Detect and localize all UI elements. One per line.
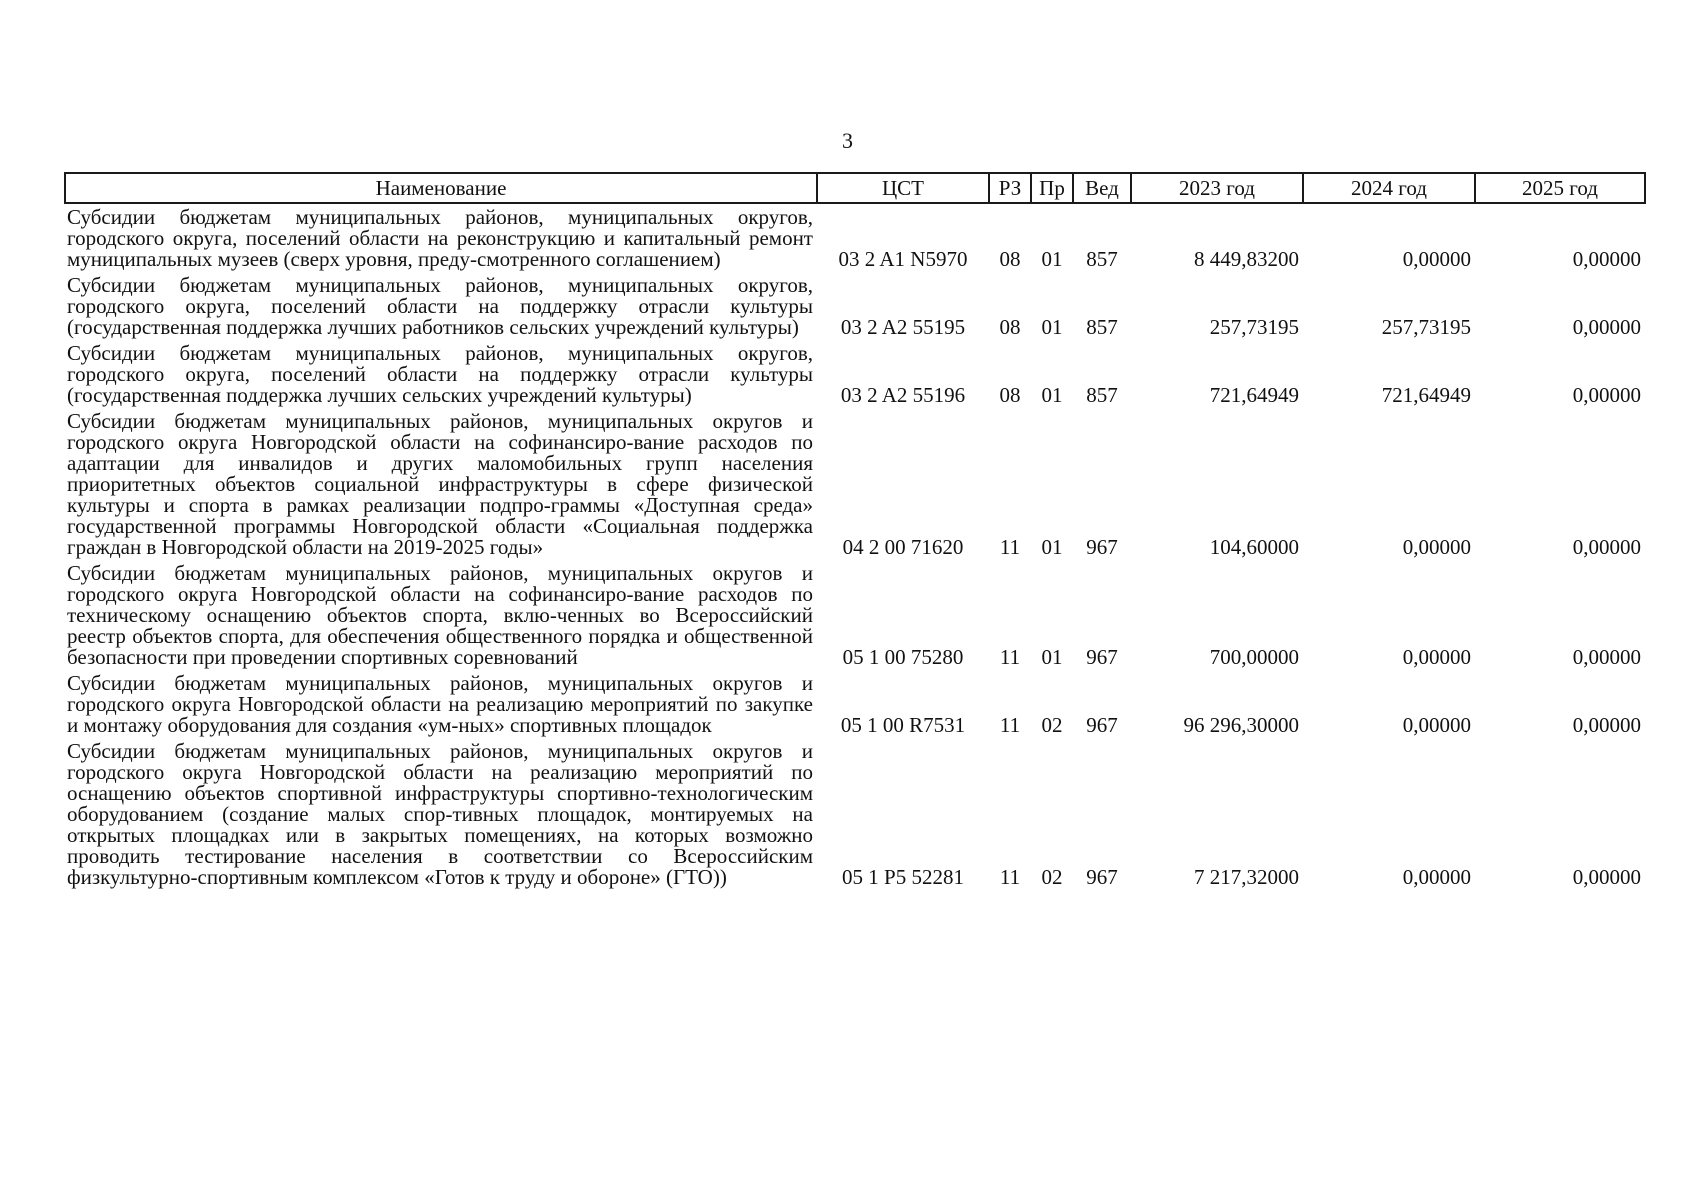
row-2025: 0,00000 — [1572, 247, 1641, 271]
row-2024: 0,00000 — [1402, 865, 1471, 889]
row-pr: 02 — [1041, 713, 1063, 737]
row-ved: 967 — [1086, 713, 1118, 737]
row-2025: 0,00000 — [1572, 383, 1641, 407]
row-2023: 257,73195 — [1209, 315, 1299, 339]
row-cst: 05 1 00 75280 — [842, 645, 964, 669]
row-pr: 01 — [1041, 315, 1063, 339]
row-2025: 0,00000 — [1572, 315, 1641, 339]
row-2024: 721,64949 — [1381, 383, 1471, 407]
header-2024: 2024 год — [1303, 173, 1475, 203]
row-2023: 96 296,30000 — [1183, 713, 1299, 737]
table-row — [65, 408, 1645, 560]
table-row — [65, 272, 1645, 340]
table-row — [65, 560, 1645, 670]
row-rz: 11 — [999, 645, 1021, 669]
row-ved: 967 — [1086, 535, 1118, 559]
row-name: Субсидии бюджетам муниципальных районов, муниципальных округов и городского округа Новгородской области на софинансиро-вание расходов по техническому оснащению объектов спорта, вклю-ченных во Всероссийский реестр объектов спорта, для обеспечения общественного порядка и общественной безопасности при проведении спортивных соревнований — [67, 561, 813, 669]
row-rz: 08 — [999, 315, 1021, 339]
row-2024: 257,73195 — [1381, 315, 1471, 339]
row-rz: 11 — [999, 535, 1021, 559]
header-cst: ЦСТ — [817, 173, 989, 203]
row-2023: 8 449,83200 — [1194, 247, 1299, 271]
row-2025: 0,00000 — [1572, 865, 1641, 889]
row-2024: 0,00000 — [1402, 535, 1471, 559]
row-name: Субсидии бюджетам муниципальных районов, муниципальных округов и городского округа Новгородской области на софинансиро-вание расходов по адаптации для инвалидов и других маломобильных групп населения приоритетных объектов социальной инфраструктуры в сфере физической культуры и спорта в рамках реализации подпро-граммы «Доступная среда» государственной программы Новгородской области «Социальная поддержка граждан в Новгородской области на 2019-2025 годы» — [67, 409, 813, 559]
row-rz: 08 — [999, 383, 1021, 407]
row-pr: 01 — [1041, 383, 1063, 407]
header-rz: РЗ — [989, 173, 1031, 203]
row-2023: 7 217,32000 — [1194, 865, 1299, 889]
row-2023: 104,60000 — [1209, 535, 1299, 559]
header-2023: 2023 год — [1131, 173, 1303, 203]
row-2023: 700,00000 — [1209, 645, 1299, 669]
table-row — [65, 738, 1645, 890]
header-2025: 2025 год — [1475, 173, 1645, 203]
row-name: Субсидии бюджетам муниципальных районов, муниципальных округов, городского округа, поселений области на поддержку отрасли культуры (государственная поддержка лучших работников сельских учреждений культуры) — [67, 273, 813, 339]
row-name: Субсидии бюджетам муниципальных районов, муниципальных округов и городского округа Новгородской области на реализацию мероприятий по оснащению объектов спортивной инфраструктуры спортивно-технологическим оборудованием (создание малых спор-тивных площадок, монтируемых на открытых площадках или в закрытых помещениях, на которых возможно проводить тестирование населения в соответствии со Всероссийским физкультурно-спортивным комплексом «Готов к труду и обороне» (ГТО)) — [67, 739, 813, 889]
row-cst: 04 2 00 71620 — [842, 535, 964, 559]
row-2025: 0,00000 — [1572, 713, 1641, 737]
budget-table — [64, 172, 1646, 890]
header-ved: Вед — [1073, 173, 1131, 203]
row-2024: 0,00000 — [1402, 247, 1471, 271]
row-cst: 03 2 A2 55195 — [840, 315, 966, 339]
row-rz: 08 — [999, 247, 1021, 271]
header-name: Наименование — [65, 173, 817, 203]
row-2025: 0,00000 — [1572, 535, 1641, 559]
row-cst: 05 1 00 R7531 — [840, 713, 966, 737]
table-row — [65, 340, 1645, 408]
row-ved: 967 — [1086, 865, 1118, 889]
row-pr: 01 — [1041, 247, 1063, 271]
row-pr: 01 — [1041, 645, 1063, 669]
row-cst: 03 2 A1 N5970 — [838, 247, 968, 271]
row-2024: 0,00000 — [1402, 713, 1471, 737]
row-rz: 11 — [999, 865, 1021, 889]
row-name: Субсидии бюджетам муниципальных районов, муниципальных округов и городского округа Новгородской области на реализацию мероприятий по закупке и монтажу оборудования для создания «ум-ных» спортивных площадок — [67, 671, 813, 737]
row-ved: 857 — [1086, 383, 1118, 407]
row-cst: 03 2 A2 55196 — [840, 383, 966, 407]
row-name: Субсидии бюджетам муниципальных районов, муниципальных округов, городского округа, поселений области на реконструкцию и капитальный ремонт муниципальных музеев (сверх уровня, преду-смотренного соглашением) — [67, 205, 813, 271]
page-number: 3 — [842, 128, 853, 153]
row-rz: 11 — [999, 713, 1021, 737]
row-cst: 05 1 P5 52281 — [842, 865, 964, 889]
row-pr: 02 — [1041, 865, 1063, 889]
row-ved: 857 — [1086, 247, 1118, 271]
table-row — [65, 670, 1645, 738]
row-2025: 0,00000 — [1572, 645, 1641, 669]
table-row — [65, 203, 1645, 272]
row-name: Субсидии бюджетам муниципальных районов, муниципальных округов, городского округа, поселений области на поддержку отрасли культуры (государственная поддержка лучших сельских учреждений культуры) — [67, 341, 813, 407]
table-header-row — [65, 173, 1645, 203]
row-pr: 01 — [1041, 535, 1063, 559]
row-ved: 857 — [1086, 315, 1118, 339]
row-2023: 721,64949 — [1209, 383, 1299, 407]
row-2024: 0,00000 — [1402, 645, 1471, 669]
row-ved: 967 — [1086, 645, 1118, 669]
header-pr: Пр — [1031, 173, 1073, 203]
